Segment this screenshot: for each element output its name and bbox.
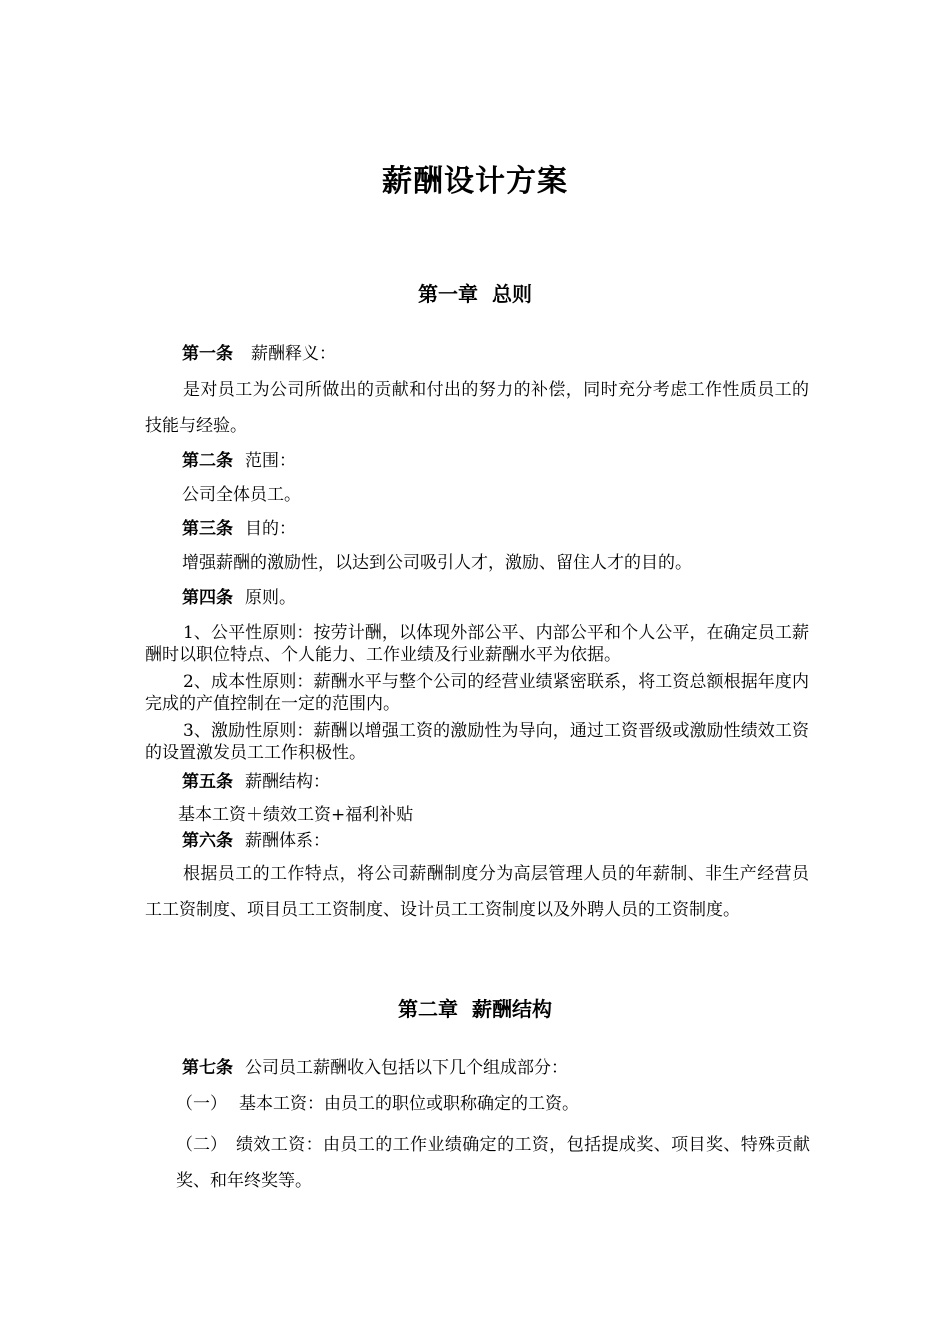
article-1-label: 第一条 <box>182 344 233 364</box>
chapter-2-heading <box>0 993 950 1022</box>
article-4-principle-3: 3、激励性原则：薪酬以增强工资的激励性为导向，通过工资晋级或激励性绩效工资的设置激发员工工作积极性。 <box>145 721 809 763</box>
article-4-principle-1: 1、公平性原则：按劳计酬，以体现外部公平、内部公平和个人公平，在确定员工薪酬时以职位特点、个人能力、工作业绩及行业薪酬水平为依据。 <box>145 623 809 665</box>
chapter-1-number: 第一章 <box>418 282 478 306</box>
chapter-2-number: 第二章 <box>398 997 458 1021</box>
article-3-heading <box>182 518 296 540</box>
article-1-body: 是对员工为公司所做出的贡献和付出的努力的补偿，同时充分考虑工作性质员工的技能与经验。 <box>145 380 809 436</box>
article-6-body: 根据员工的工作特点，将公司薪酬制度分为高层管理人员的年薪制、非生产经营员工工资制度、项目员工工资制度、设计员工工资制度以及外聘人员的工资制度。 <box>145 864 809 920</box>
article-6-name: 薪酬体系： <box>245 831 330 851</box>
article-3-name: 目的： <box>245 519 296 539</box>
article-2-heading <box>182 450 296 472</box>
article-7-item-2-text: 绩效工资：由员工的工作业绩确定的工资，包括提成奖、项目奖、特殊贡献奖、和年终奖等。 <box>176 1135 810 1191</box>
article-6-heading <box>182 830 330 852</box>
document-title: 薪酬设计方案 <box>382 164 568 199</box>
article-4-name: 原则。 <box>245 588 296 608</box>
article-7-item-2 <box>176 1127 810 1199</box>
article-5-heading <box>182 771 330 793</box>
article-4-principle-2: 2、成本性原则：薪酬水平与整个公司的经营业绩紧密联系，将工资总额根据年度内完成的产值控制在一定的范围内。 <box>145 672 809 714</box>
article-5-label: 第五条 <box>182 772 233 792</box>
article-7-item-1-tag: （一） <box>176 1094 227 1114</box>
chapter-2-name: 薪酬结构 <box>472 997 552 1021</box>
article-7-label: 第七条 <box>182 1058 233 1078</box>
chapter-1-heading <box>0 278 950 307</box>
article-5-name: 薪酬结构： <box>245 772 330 792</box>
article-1-heading <box>182 343 336 365</box>
article-2-name: 范围： <box>245 451 296 471</box>
article-4-label: 第四条 <box>182 588 233 608</box>
chapter-1-name: 总则 <box>492 282 532 306</box>
article-4-heading <box>182 587 296 609</box>
article-2-body: 公司全体员工。 <box>182 485 301 505</box>
article-7-item-1-text: 基本工资：由员工的职位或职称确定的工资。 <box>239 1094 579 1114</box>
article-7-heading <box>182 1057 568 1079</box>
article-2-label: 第二条 <box>182 451 233 471</box>
article-7-name: 公司员工薪酬收入包括以下几个组成部分： <box>245 1058 568 1078</box>
article-1-name: 薪酬释义： <box>251 344 336 364</box>
article-7-item-1 <box>176 1093 579 1115</box>
article-6-label: 第六条 <box>182 831 233 851</box>
article-5-body: 基本工资＋绩效工资+福利补贴 <box>178 805 414 825</box>
article-3-body: 增强薪酬的激励性，以达到公司吸引人才，激励、留住人才的目的。 <box>182 553 692 573</box>
article-3-label: 第三条 <box>182 519 233 539</box>
article-7-item-2-tag: （二） <box>176 1135 227 1155</box>
